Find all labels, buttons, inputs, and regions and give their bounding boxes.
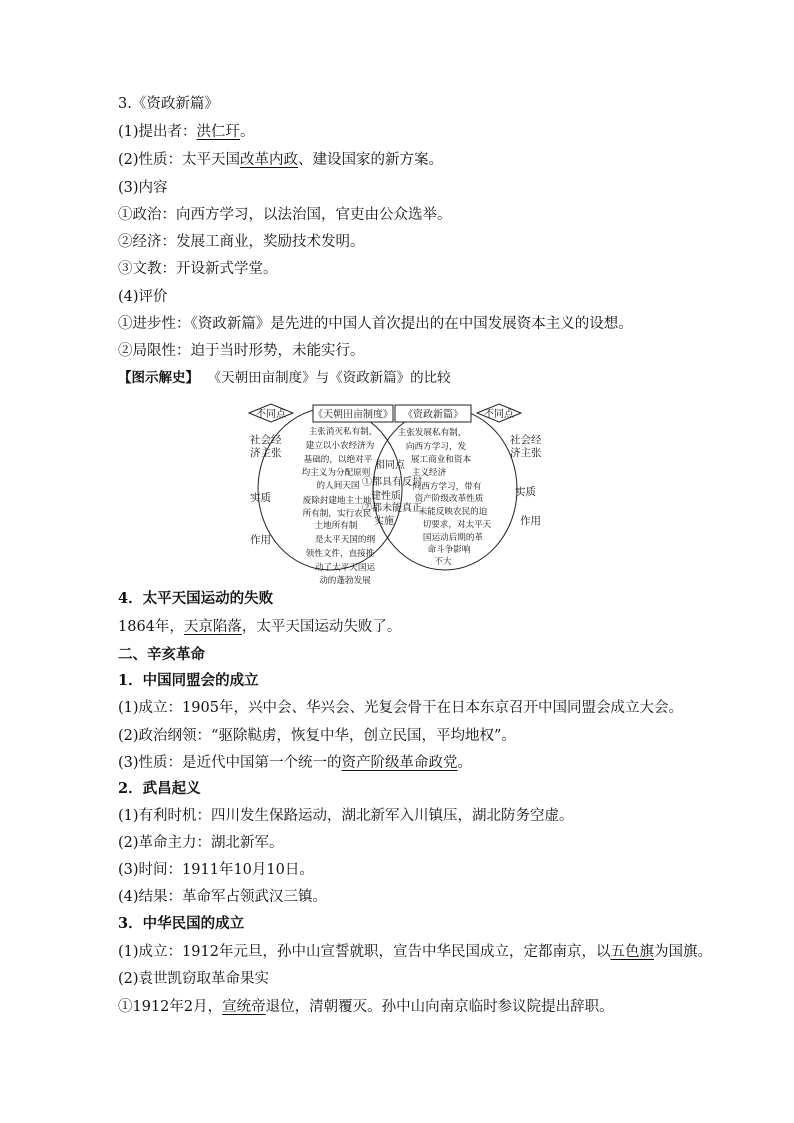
right-circle-text: 向西方学习，发 [405,442,467,452]
tongmenghui-founding: (1)成立：1905年，兴中会、华兴会、光复会骨干在日本东京召开中国同盟会成立大会。 [118,700,683,716]
culture-line: ③文教：开设新式学堂。 [118,261,278,277]
abdication-line: ①1912年2月，宣统帝退位，清朝覆灭。孙中山向南京临时参议院提出辞职。 [118,999,614,1015]
wuchang-time: (3)时间：1911年10月10日。 [118,862,314,878]
limitation-line: ②局限性：迫于当时形势，未能实行。 [118,343,365,359]
common-point-text: ②都未能真正 [362,503,422,514]
content-heading: (3)内容 [118,180,168,196]
venn-diagram [245,400,555,586]
left-circle-text: 基础的，以绝对平 [303,455,373,465]
common-point-text: 建性质 [371,491,401,502]
right-circle-text: 未能反映农民的迫 [418,507,488,517]
part-heading: 二、辛亥革命 [118,646,205,663]
left-circle-text: 均主义为分配原则 [301,468,371,478]
right-circle-text: 命斗争影响 [427,545,471,555]
wuchang-result: (4)结果：革命军占领武汉三镇。 [118,889,328,905]
tongmenghui-program: (2)政治纲领：“驱除鞑虏，恢复中华，创立民国，平均地权”。 [118,728,516,744]
right-title: 《资政新篇》 [403,409,463,421]
right-category-label: 济主张 [510,447,542,459]
failure-line: 1864年，天京陷落，太平天国运动失败了。 [118,619,402,635]
right-category-label: 实质 [515,486,536,498]
proposer-line: (1)提出者：洪仁玕。 [118,124,255,140]
left-category-label: 作用 [250,534,271,546]
section-heading: 2．武昌起义 [118,780,201,797]
politics-line: ①政治：向西方学习，以法治国，官吏由公众选举。 [118,207,452,223]
right-circle-text: 展工商业和资本 [410,455,472,465]
right-circle-text: 主张发展私有制， [397,428,467,438]
left-circle-text: 领性文件，直接推 [305,549,375,559]
left-circle-text: 土地所有制 [314,521,358,531]
left-category-label: 实质 [250,492,271,504]
section-heading: 4．太平天国运动的失败 [118,590,274,607]
yuan-heading: (2)袁世凯窃取革命果实 [118,971,270,987]
left-title: 《天朝田亩制度》 [313,409,393,421]
right-circle-text: 切要求，对太平天 [422,520,492,530]
diff-label-left: 不同点 [256,409,286,420]
proposer-name: 洪仁玕 [196,124,241,140]
nature-line: (2)性质：太平天国改革内政、建设国家的新方案。 [118,152,444,168]
right-category-label: 作用 [520,515,541,527]
left-circle-text: 建立以小农经济为 [305,441,375,451]
left-circle-text: 所有制，实行农民 [302,509,372,519]
wuchang-force: (2)革命主力：湖北新军。 [118,835,284,851]
common-point-text: 实施 [374,516,394,527]
common-point-text: 相同点 [375,460,405,471]
evaluation-heading: (4)评价 [118,289,168,305]
right-circle-text: 国运动后期的革 [422,533,484,543]
left-circle-text: 动了太平天国运 [314,563,376,573]
left-circle-text: 的人间天国 [316,481,360,491]
right-circle-text: 不大 [434,557,452,567]
figure-caption: 【图示解史】 《天朝田亩制度》与《资政新篇》的比较 [118,370,451,386]
diff-label-right: 不同点 [484,409,514,420]
tongmenghui-nature: (3)性质：是近代中国第一个统一的资产阶级革命政党。 [118,755,473,771]
right-category-label: 社会经 [510,434,542,446]
wuchang-chance: (1)有利时机：四川发生保路运动，湖北新军入川镇压，湖北防务空虚。 [118,808,574,824]
section-heading: 3．中华民国的成立 [118,915,245,932]
left-circle-text: 动的蓬勃发展 [319,576,371,586]
common-point-text: ①都具有反封 [362,477,422,488]
right-circle-text: 资产阶级改革性质 [414,494,484,504]
right-circle-text: 向西方学习，带有 [412,482,482,492]
left-circle-text: 是太平天国的纲 [314,535,376,545]
section-heading: 1．中国同盟会的成立 [118,672,259,689]
left-category-label: 社会经 [250,434,282,446]
right-circle-text: 主义经济 [411,468,447,478]
left-circle-text: 主张消灭私有制， [308,427,378,437]
section-heading: 3.《资政新篇》 [118,96,219,112]
left-category-label: 济主张 [250,447,282,459]
roc-founding: (1)成立：1912年元旦，孙中山宣誓就职，宣告中华民国成立，定都南京，以五色旗为国旗。 [118,944,712,960]
left-circle-text: 废除封建地主土地 [302,496,372,506]
economy-line: ②经济：发展工商业，奖励技术发明。 [118,234,365,250]
progressive-line: ①进步性：《资政新篇》是先进的中国人首次提出的在中国发展资本主义的设想。 [118,316,633,332]
